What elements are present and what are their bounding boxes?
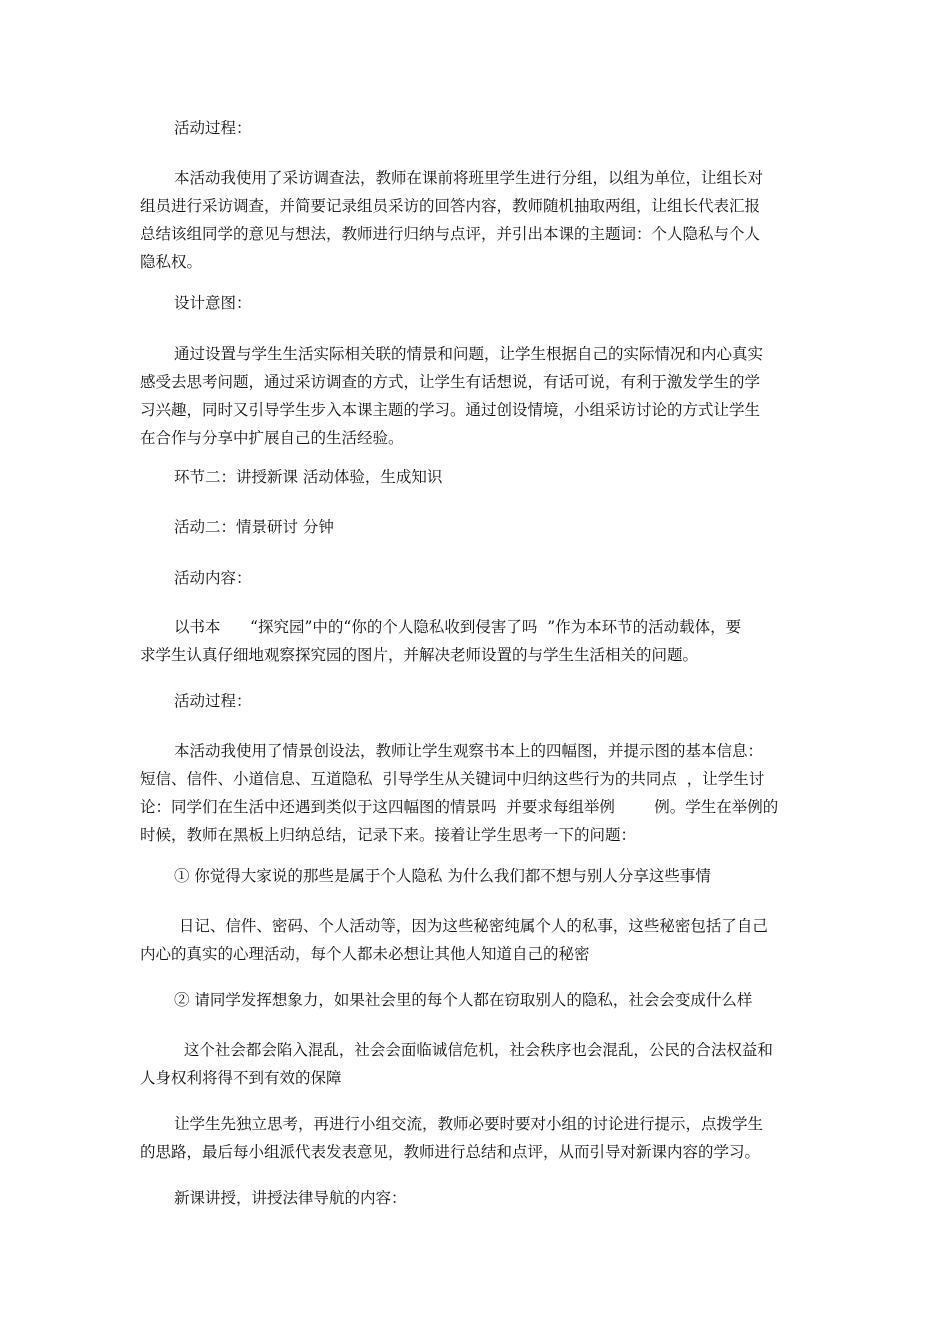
text-line: 短信、信件、小道信息、互道隐私 引导学生从关键词中归纳这些行为的共同点 ，让学生讨 — [140, 770, 765, 788]
heading-design-intent: 设计意图： — [174, 294, 252, 312]
text-line: 求学生认真仔细地观察探究园的图片，并解决老师设置的与学生生活相关的问题。 — [140, 646, 699, 664]
question-two: ② 请同学发挥想象力，如果社会里的每个人都在窃取别人的隐私，社会会变成什么样 — [174, 991, 753, 1009]
paragraph-activity-content — [140, 613, 815, 669]
text-line: 本活动我使用了情景创设法，教师让学生观察书本上的四幅图，并提示图的基本信息： — [174, 742, 764, 760]
text-line: 时候，教师在黑板上归纳总结，记录下来。接着让学生思考一下的问题： — [140, 826, 637, 844]
text-line: 在合作与分享中扩展自己的生活经验。 — [140, 429, 404, 447]
heading-activity-two: 活动二：情景研讨 分钟 — [174, 518, 334, 536]
question-one: ① 你觉得大家说的那些是属于个人隐私 为什么我们都不想与别人分享这些事情 — [174, 867, 711, 885]
text-line: 以书本 “探究园”中的“你的个人隐私收到侵害了吗 ”作为本环节的活动载体，要 — [174, 618, 742, 636]
text-line: 通过设置与学生生活实际相关联的情景和问题，让学生根据自己的实际情况和内心真实 — [174, 345, 764, 363]
answer-two — [140, 1036, 815, 1092]
paragraph-scenario-method — [140, 737, 815, 849]
text-line: 感受去思考问题，通过采访调查的方式，让学生有话想说，有话可说，有利于激发学生的学 — [140, 373, 761, 391]
answer-one — [140, 912, 815, 968]
heading-activity-content: 活动内容： — [174, 569, 252, 587]
paragraph-group-discussion — [140, 1110, 815, 1166]
text-line: 论：同学们在生活中还遇到类似于这四幅图的情景吗 并要求每组举例 例。学生在举例的 — [140, 798, 779, 816]
text-line: 这个社会都会陷入混乱，社会会面临诚信危机，社会秩序也会混乱，公民的合法权益和 — [174, 1041, 773, 1059]
text-line: 习兴趣，同时又引导学生步入本课主题的学习。通过创设情境，小组采访讨论的方式让学生 — [140, 401, 761, 419]
paragraph-design-intent — [140, 340, 815, 452]
text-line: 人身权利将得不到有效的保障 — [140, 1069, 342, 1087]
text-line: 的思路，最后每小组派代表发表意见，教师进行总结和点评，从而引导对新课内容的学习。 — [140, 1143, 761, 1161]
text-line: 组员进行采访调查，并简要记录组员采访的回答内容，教师随机抽取两组，让组长代表汇报 — [140, 197, 761, 215]
text-line: 让学生先独立思考，再进行小组交流，教师必要时要对小组的讨论进行提示，点拨学生 — [174, 1115, 764, 1133]
text-line: 总结该组同学的意见与想法，教师进行归纳与点评，并引出本课的主题词：个人隐私与个人 — [140, 225, 761, 243]
heading-activity-process-2: 活动过程： — [174, 692, 252, 710]
text-line: 内心的真实的心理活动，每个人都未必想让其他人知道自己的秘密 — [140, 945, 590, 963]
text-line: 日记、信件、密码、个人活动等，因为这些秘密纯属个人的私事，这些秘密包括了自己 — [174, 917, 768, 935]
heading-activity-process: 活动过程： — [174, 119, 252, 137]
text-line: 本活动我使用了采访调查法，教师在课前将班里学生进行分组，以组为单位，让组长对 — [174, 169, 764, 187]
heading-section-two: 环节二：讲授新课 活动体验，生成知识 — [174, 468, 443, 486]
text-line: 隐私权。 — [140, 253, 203, 271]
heading-new-lecture: 新课讲授，讲授法律导航的内容： — [174, 1189, 407, 1207]
paragraph-interview-method — [140, 164, 815, 276]
